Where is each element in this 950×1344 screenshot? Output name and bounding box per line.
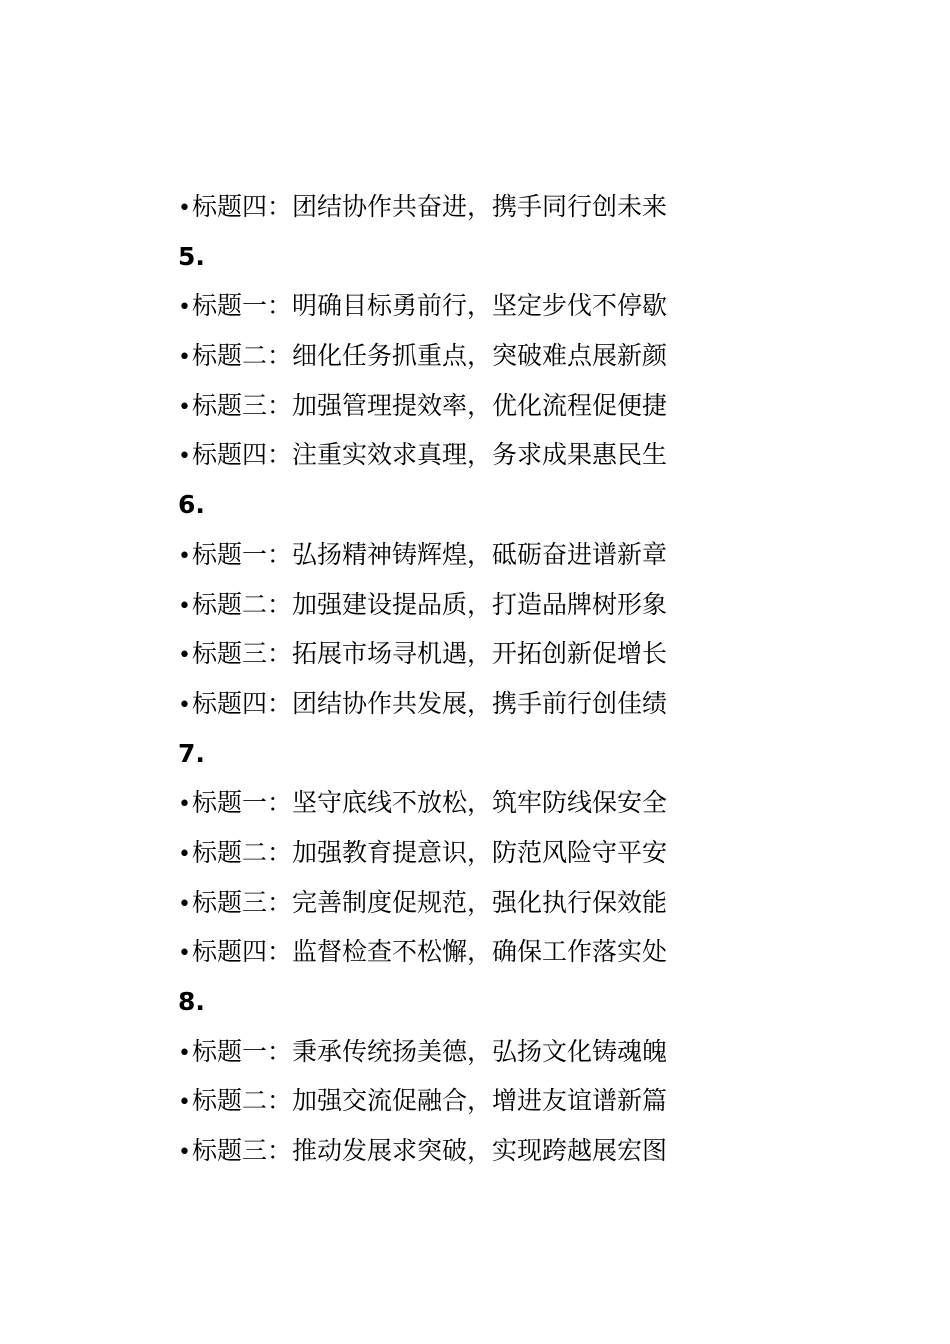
list-item-text: 标题二：细化任务抓重点，突破难点展新颜 <box>192 341 668 371</box>
bullet-icon: • <box>178 444 191 470</box>
list-item-text: 标题二：加强建设提品质，打造品牌树形象 <box>192 589 668 619</box>
bullet-icon: • <box>178 543 191 569</box>
list-item <box>178 580 738 630</box>
list-item-text: 标题三：拓展市场寻机遇，开拓创新促增长 <box>192 639 668 669</box>
list-item <box>178 331 738 381</box>
bullet-icon: • <box>178 345 191 371</box>
list-item <box>178 927 738 977</box>
list-item-text: 标题三：完善制度促规范，强化执行保效能 <box>192 887 668 917</box>
section-number: 8. <box>178 987 205 1016</box>
list-item-text: 标题二：加强教育提意识，防范风险守平安 <box>192 837 668 867</box>
list-item <box>178 1126 738 1176</box>
list-item-text: 标题一：坚守底线不放松，筑牢防线保安全 <box>192 788 668 818</box>
list-item-text: 标题三：推动发展求突破，实现跨越展宏图 <box>192 1136 668 1166</box>
list-item <box>178 778 738 828</box>
list-item <box>178 430 738 480</box>
list-item-text: 标题一：明确目标勇前行，坚定步伐不停歇 <box>192 291 668 321</box>
list-item <box>178 1027 738 1077</box>
bullet-icon: • <box>178 1090 191 1116</box>
bullet-icon: • <box>178 593 191 619</box>
bullet-icon: • <box>178 941 191 967</box>
list-item-text: 标题二：加强交流促融合，增进友谊谱新篇 <box>192 1086 668 1116</box>
bullet-icon: • <box>178 295 191 321</box>
list-item <box>178 1076 738 1126</box>
bullet-icon: • <box>178 692 191 718</box>
bullet-icon: • <box>178 841 191 867</box>
bullet-icon: • <box>178 792 191 818</box>
list-item <box>178 629 738 679</box>
section-number: 5. <box>178 241 205 271</box>
list-item-text: 标题三：加强管理提效率，优化流程促便捷 <box>192 390 668 420</box>
list-item <box>178 828 738 878</box>
bullet-icon: • <box>178 394 191 420</box>
document-content <box>178 182 738 1176</box>
list-item-text: 标题四：注重实效求真理，务求成果惠民生 <box>192 440 668 470</box>
bullet-icon: • <box>178 196 191 221</box>
section-number: 6. <box>178 490 205 520</box>
list-item-text: 标题一：弘扬精神铸辉煌，砥砺奋进谱新章 <box>192 539 668 569</box>
list-item <box>178 878 738 928</box>
list-item-text: 标题四：团结协作共发展，携手前行创佳绩 <box>192 688 668 718</box>
list-item <box>178 381 738 431</box>
list-item-text: 标题一：秉承传统扬美德，弘扬文化铸魂魄 <box>192 1036 668 1066</box>
bullet-icon: • <box>178 1140 191 1166</box>
list-item <box>178 182 738 232</box>
list-item-text: 标题四：团结协作共奋进，携手同行创未来 <box>192 192 668 221</box>
section-number: 7. <box>178 738 205 768</box>
list-item <box>178 281 738 331</box>
bullet-icon: • <box>178 1040 191 1066</box>
list-item <box>178 679 738 729</box>
list-item-text: 标题四：监督检查不松懈，确保工作落实处 <box>192 937 668 967</box>
bullet-icon: • <box>178 643 191 669</box>
list-item <box>178 530 738 580</box>
bullet-icon: • <box>178 891 191 917</box>
